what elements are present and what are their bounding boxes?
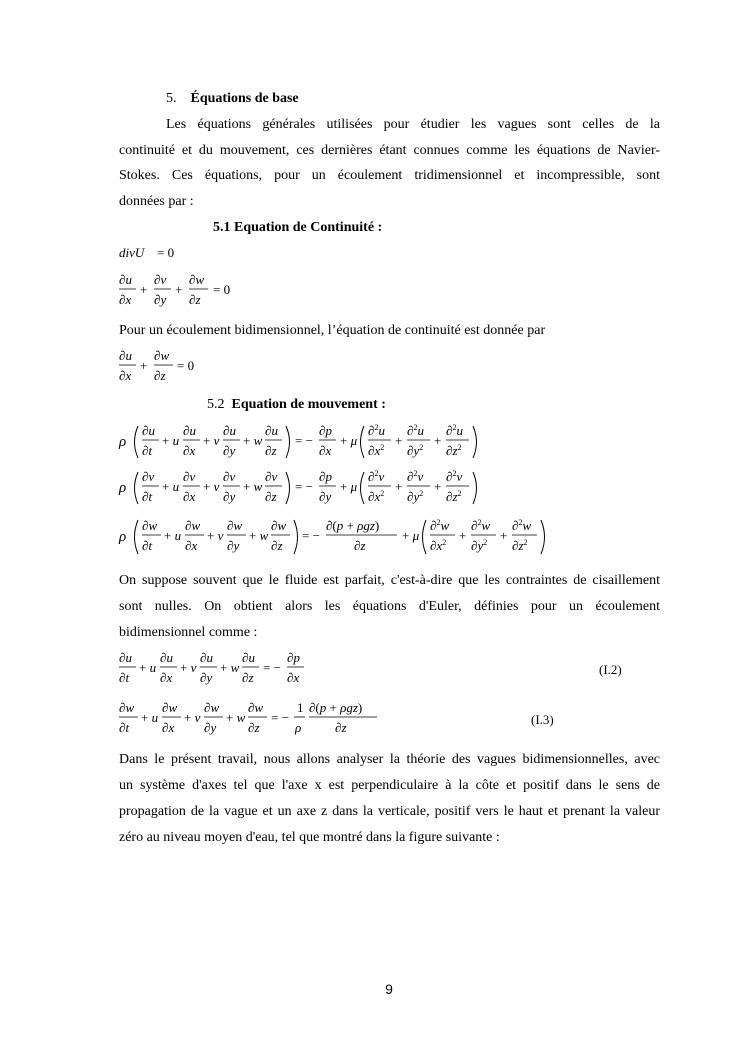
svg-text:= −: = − — [271, 710, 289, 725]
conclusion-line-3: propagation de la vague et un axe z dans la verticale, positif vers le haut et prenant la valeur — [119, 804, 660, 819]
svg-text:+ w: + w — [243, 479, 263, 494]
svg-text:∂y: ∂y — [227, 538, 240, 553]
conclusion-line-1: Dans le présent travail, nous allons analyser la théorie des vagues bidimensionnelles, avec — [119, 752, 660, 767]
svg-text:+ μ: + μ — [402, 528, 420, 543]
equation-navier-stokes-v — [119, 466, 489, 510]
svg-text:∂u: ∂u — [242, 650, 255, 665]
svg-text:+: + — [140, 282, 148, 297]
svg-text:∂x: ∂x — [160, 670, 173, 685]
svg-text:+ v: + v — [184, 710, 201, 725]
svg-text:+ v: + v — [203, 433, 220, 448]
svg-text:+ u: + u — [164, 528, 182, 543]
section-heading — [166, 90, 299, 108]
svg-text:∂x2: $\partial x^2$ — [368, 489, 385, 504]
svg-text:∂y2: $\partial y^2$ — [471, 538, 488, 553]
svg-text:∂v: ∂v — [154, 272, 167, 287]
equation-number-i3: (I.3) — [531, 712, 554, 727]
svg-text:∂x: ∂x — [162, 720, 175, 735]
svg-text:∂x: ∂x — [119, 292, 132, 307]
conclusion-line-2: un système d'axes tel que l'axe x est perpendiculaire à la côte et positif dans le sens de — [119, 778, 660, 793]
svg-text:∂x: ∂x — [119, 368, 132, 383]
page-number: 9 — [385, 981, 393, 997]
svg-text:∂2v: ∂$^2$v — [368, 469, 385, 484]
svg-text:∂y: ∂y — [223, 443, 236, 458]
svg-text:∂y: ∂y — [223, 489, 236, 504]
svg-text:∂v: ∂v — [142, 469, 155, 484]
svg-text:∂t: ∂t — [119, 670, 130, 685]
svg-text:+ u: + u — [162, 479, 180, 494]
svg-text:∂x: ∂x — [185, 538, 198, 553]
svg-text:+: + — [140, 358, 148, 373]
svg-text:∂x2: $\partial x^2$ — [430, 538, 447, 553]
svg-text:∂z: ∂z — [189, 292, 201, 307]
svg-text:∂z: ∂z — [354, 538, 366, 553]
svg-text:+ w: + w — [243, 433, 263, 448]
svg-text:ρ: ρ — [119, 480, 127, 496]
svg-text:= −: = − — [295, 479, 313, 494]
svg-text:∂w: ∂w — [248, 700, 264, 715]
continuity-bidim-text: Pour un écoulement bidimensionnel, l’équation de continuité est donnée par — [119, 323, 546, 338]
svg-text:+ u: + u — [141, 710, 159, 725]
svg-text:∂x: ∂x — [287, 670, 300, 685]
svg-text:= 0: = 0 — [213, 282, 231, 297]
svg-text:+ μ: + μ — [340, 479, 358, 494]
svg-text:∂y: ∂y — [200, 670, 213, 685]
svg-text:+ μ: + μ — [340, 433, 358, 448]
svg-text:+ v: + v — [180, 660, 197, 675]
svg-text:∂w: ∂w — [162, 700, 178, 715]
svg-text:+: + — [459, 528, 467, 543]
svg-text:∂2v: ∂$^2$v — [407, 469, 424, 484]
svg-text:+ w: + w — [226, 710, 246, 725]
euler-line-2: sont nulles. On obtient alors les équations d'Euler, définies pour un écoulement — [119, 599, 660, 614]
svg-text:ρ: ρ — [119, 529, 127, 545]
svg-text:∂w: ∂w — [271, 518, 287, 533]
equation-euler-u — [119, 648, 319, 690]
svg-text:∂t: ∂t — [142, 489, 153, 504]
svg-text:∂z: ∂z — [248, 720, 260, 735]
svg-text:∂v: ∂v — [183, 469, 196, 484]
svg-text:∂y: ∂y — [204, 720, 217, 735]
svg-text:∂x2: $\partial x^2$ — [368, 443, 385, 458]
svg-text:+: + — [434, 479, 442, 494]
svg-text:+: + — [500, 528, 508, 543]
equation-number-i2: (I.2) — [599, 662, 622, 677]
svg-text:∂2w: ∂$^2$w — [471, 518, 491, 533]
svg-text:∂2w: ∂$^2$w — [430, 518, 450, 533]
svg-text:∂2u: ∂$^2$u — [407, 423, 424, 438]
equation-continuity-2d — [119, 346, 259, 388]
svg-text:∂z: ∂z — [154, 368, 166, 383]
intro-line-4: données par : — [119, 194, 194, 209]
svg-text:∂u: ∂u — [265, 423, 278, 438]
svg-text:∂u: ∂u — [119, 272, 132, 287]
svg-text:∂u: ∂u — [142, 423, 155, 438]
svg-text:∂z: ∂z — [271, 538, 283, 553]
svg-text:∂t: ∂t — [142, 538, 153, 553]
svg-text:ρ: ρ — [119, 434, 127, 450]
subsection-movement-title: Equation de mouvement : — [231, 397, 386, 412]
section-title: Équations de base — [190, 91, 299, 106]
svg-text:= −: = − — [302, 528, 320, 543]
svg-text:divU: divU — [119, 245, 145, 260]
svg-text:∂t: ∂t — [142, 443, 153, 458]
intro-line-3: Stokes. Ces équations, pour un écoulement tridimensionnel et incompressible, sont — [119, 168, 660, 183]
subsection-movement-heading — [207, 396, 386, 414]
svg-text:= −: = − — [295, 433, 313, 448]
euler-line-1: On suppose souvent que le fluide est parfait, c'est-à-dire que les contraintes de cisaillement — [119, 573, 660, 588]
euler-line-3: bidimensionnel comme : — [119, 625, 258, 640]
svg-text:+ v: + v — [207, 528, 224, 543]
svg-text:1: 1 — [297, 700, 304, 715]
svg-text:∂2w: ∂$^2$w — [512, 518, 532, 533]
svg-text:∂x: ∂x — [183, 489, 196, 504]
svg-text:+ u: + u — [162, 433, 180, 448]
svg-text:∂w: ∂w — [154, 348, 170, 363]
svg-text:∂w: ∂w — [119, 700, 135, 715]
svg-text:∂t: ∂t — [119, 720, 130, 735]
svg-text:∂2v: ∂$^2$v — [446, 469, 463, 484]
svg-text:+: + — [395, 479, 403, 494]
svg-text:∂p: ∂p — [287, 650, 300, 665]
equation-continuity-3d — [119, 270, 279, 312]
section-number: 5. — [166, 91, 177, 106]
svg-text:+ v: + v — [203, 479, 220, 494]
svg-text:∂w: ∂w — [142, 518, 158, 533]
svg-text:= 0: = 0 — [177, 358, 195, 373]
svg-text:= 0: = 0 — [157, 245, 175, 260]
svg-text:∂u: ∂u — [119, 348, 132, 363]
svg-text:∂x: ∂x — [183, 443, 196, 458]
equation-divergence — [119, 242, 239, 264]
svg-text:+: + — [434, 433, 442, 448]
svg-text:∂z2: $\partial z^2$ — [512, 538, 528, 553]
svg-text:+ w: + w — [220, 660, 240, 675]
svg-text:∂u: ∂u — [160, 650, 173, 665]
svg-text:+ u: + u — [139, 660, 157, 675]
equation-navier-stokes-w — [119, 514, 549, 560]
equation-navier-stokes-u — [119, 420, 489, 464]
svg-text:∂p: ∂p — [319, 423, 332, 438]
intro-line-1: Les équations générales utilisées pour étudier les vagues sont celles de la — [166, 117, 660, 132]
svg-text:∂u: ∂u — [183, 423, 196, 438]
subsection-continuity-title: 5.1 Equation de Continuité : — [213, 220, 383, 235]
subsection-movement-number: 5.2 — [207, 397, 225, 412]
conclusion-line-4: zéro au niveau moyen d'eau, tel que montré dans la figure suivante : — [119, 830, 500, 845]
svg-text:∂y: ∂y — [154, 292, 167, 307]
svg-text:∂w: ∂w — [204, 700, 220, 715]
svg-text:∂2u: ∂$^2$u — [368, 423, 385, 438]
svg-text:+: + — [175, 282, 183, 297]
svg-text:+ w: + w — [249, 528, 269, 543]
svg-text:∂z: ∂z — [242, 670, 254, 685]
svg-text:∂w: ∂w — [227, 518, 243, 533]
svg-text:∂2u: ∂$^2$u — [446, 423, 463, 438]
svg-text:∂(p + ρgz): ∂(p + ρgz) — [309, 700, 363, 715]
svg-text:∂w: ∂w — [185, 518, 201, 533]
svg-text:∂y2: $\partial y^2$ — [407, 443, 424, 458]
svg-text:∂u: ∂u — [223, 423, 236, 438]
svg-text:∂v: ∂v — [223, 469, 236, 484]
svg-text:∂z: ∂z — [265, 443, 277, 458]
svg-text:∂z2: $\partial z^2$ — [446, 489, 462, 504]
svg-text:ρ: ρ — [295, 720, 302, 735]
svg-text:∂u: ∂u — [200, 650, 213, 665]
equation-euler-w — [119, 698, 389, 740]
svg-text:∂z2: $\partial z^2$ — [446, 443, 462, 458]
svg-text:∂y: ∂y — [319, 489, 332, 504]
svg-text:∂u: ∂u — [119, 650, 132, 665]
svg-text:∂x: ∂x — [319, 443, 332, 458]
svg-text:∂z: ∂z — [265, 489, 277, 504]
svg-text:∂v: ∂v — [265, 469, 278, 484]
svg-text:∂z: ∂z — [335, 720, 347, 735]
svg-text:∂(p + ρgz): ∂(p + ρgz) — [326, 518, 380, 533]
svg-text:∂y2: $\partial y^2$ — [407, 489, 424, 504]
svg-text:∂p: ∂p — [319, 469, 332, 484]
intro-line-2: continuité et du mouvement, ces dernières étant connues comme les équations de Navier- — [119, 143, 660, 158]
svg-text:+: + — [395, 433, 403, 448]
svg-text:= −: = − — [263, 660, 281, 675]
svg-text:∂w: ∂w — [189, 272, 205, 287]
